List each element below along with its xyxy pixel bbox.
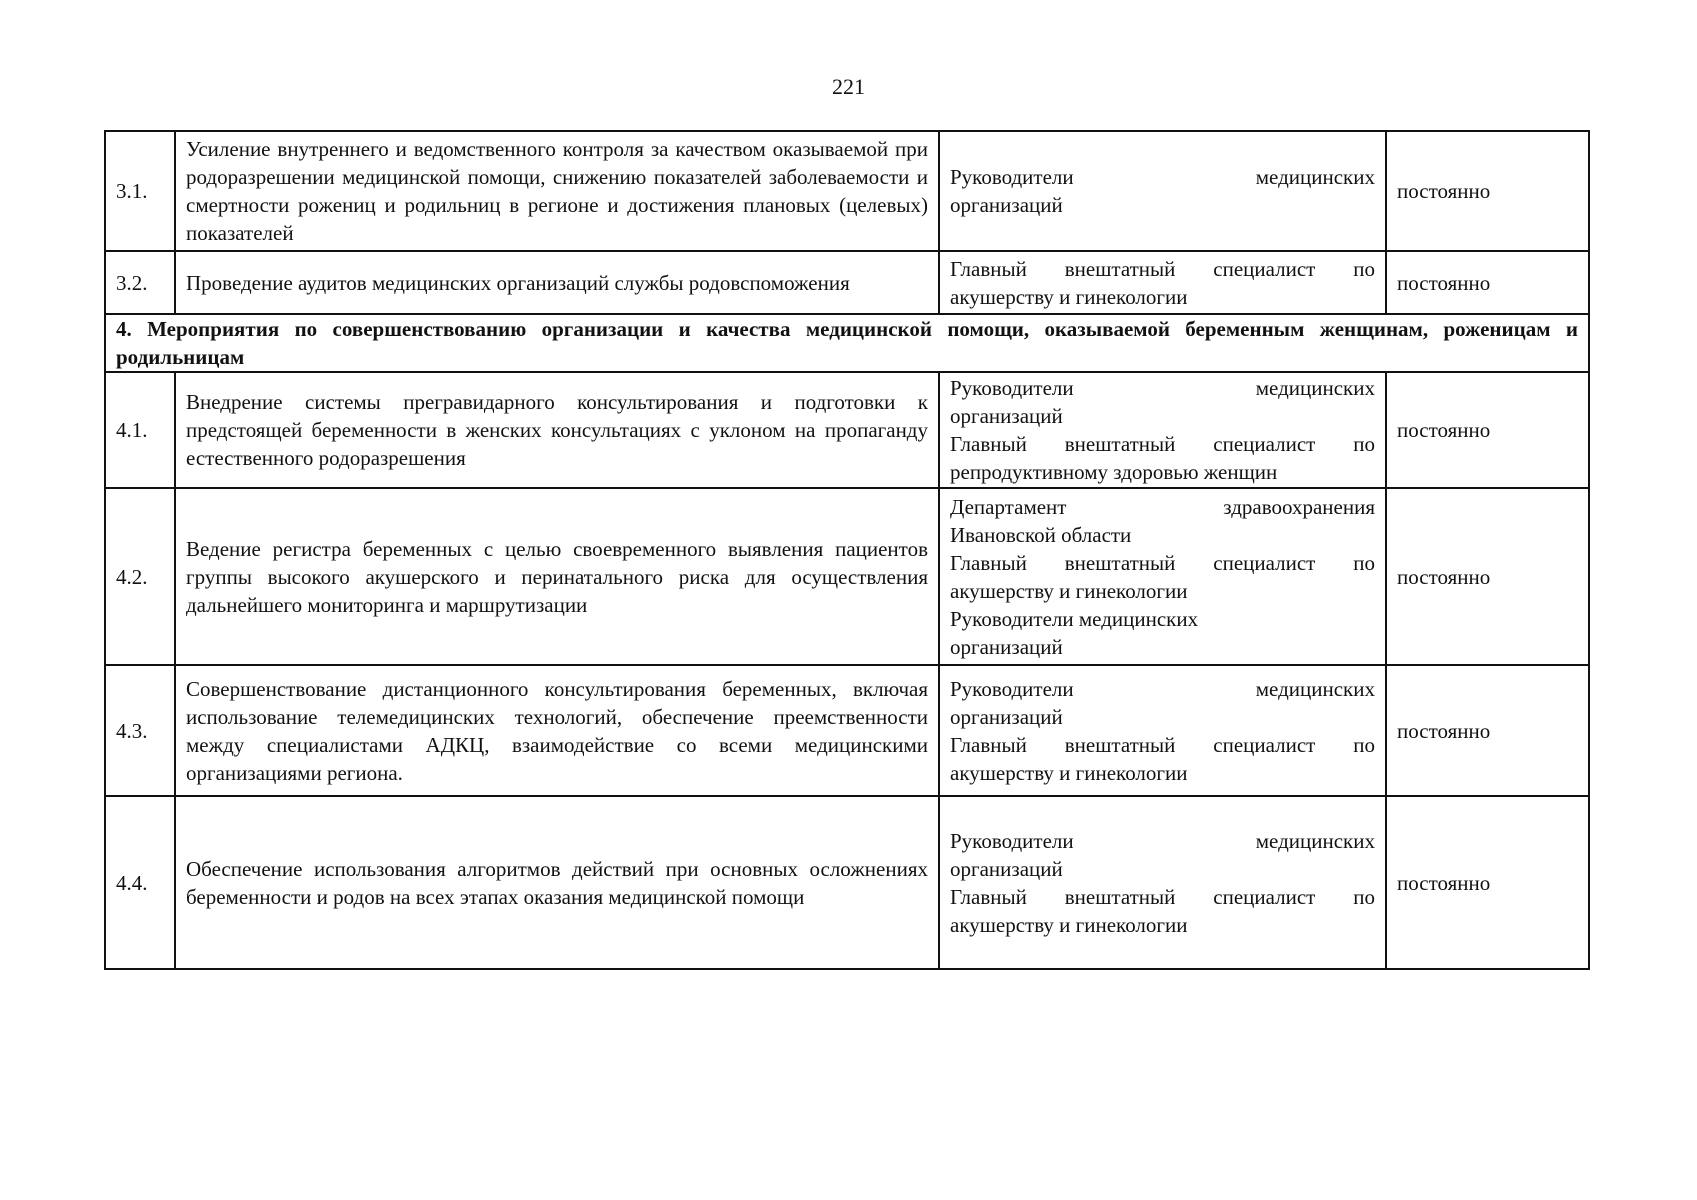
table-row — [105, 131, 1589, 251]
measure-text: Совершенствование дистанционного консультирования беременных, включая использование телемедицинских технологий, обеспечение преемственности между специалистами АДКЦ, взаимодействие со всеми медицинскими организациями региона. — [175, 665, 939, 796]
table-row — [105, 372, 1589, 488]
row-number: 3.1. — [105, 131, 175, 251]
responsible-line: организаций — [950, 404, 1063, 428]
measure-text: Проведение аудитов медицинских организаций службы родовспоможения — [175, 251, 939, 314]
measure-text: Ведение регистра беременных с целью своевременного выявления пациентов группы высокого акушерского и перинатального риска для осуществления дальнейшего мониторинга и маршрутизации — [175, 488, 939, 665]
responsible-line: Главный внештатный специалист по — [950, 432, 1375, 456]
responsible-line: организаций — [950, 856, 1063, 881]
measure-text: Внедрение системы прегравидарного консультирования и подготовки к предстоящей беременности в женских консультациях с уклоном на пропаганду естественного родоразрешения — [175, 372, 939, 488]
responsible-line: Ивановской области — [950, 522, 1132, 547]
measure-text: Обеспечение использования алгоритмов действий при основных осложнениях беременности и родов на всех этапах оказания медицинской помощи — [175, 796, 939, 969]
row-number: 4.4. — [105, 796, 175, 969]
responsible-line: Главный внештатный специалист по — [950, 550, 1375, 575]
row-number: 4.3. — [105, 665, 175, 796]
responsible-line: акушерству и гинекологии — [950, 760, 1188, 785]
measure-text: Усиление внутреннего и ведомственного контроля за качеством оказываемой при родоразрешении медицинской помощи, снижению показателей заболеваемости и смертности рожениц и родильниц в регионе и достижения плановых (целевых) показателей — [175, 131, 939, 251]
term-text: постоянно — [1386, 372, 1589, 488]
term-text: постоянно — [1386, 251, 1589, 314]
responsible-line: Главный внештатный специалист по — [950, 732, 1375, 757]
responsible-line: организаций — [950, 704, 1063, 729]
responsible-line: организаций — [950, 193, 1063, 217]
responsible-line: Главный внештатный специалист по — [950, 884, 1375, 909]
responsible-line: организаций — [950, 634, 1063, 659]
responsible-cell — [939, 796, 1386, 969]
term-text: постоянно — [1386, 131, 1589, 251]
term-text: постоянно — [1386, 665, 1589, 796]
table-row — [105, 796, 1589, 969]
responsible-line: акушерству и гинекологии — [950, 284, 1188, 309]
responsible-line: Департамент здравоохранения — [950, 494, 1375, 519]
row-number: 3.2. — [105, 251, 175, 314]
responsible-line: акушерству и гинекологии — [950, 912, 1188, 937]
responsible-cell — [939, 665, 1386, 796]
responsible-line: Руководители медицинских — [950, 676, 1375, 701]
table-row — [105, 488, 1589, 665]
responsible-cell — [939, 372, 1386, 488]
responsible-line: Главный внештатный специалист по — [950, 256, 1375, 281]
page-number: 221 — [832, 74, 865, 99]
row-number: 4.2. — [105, 488, 175, 665]
table-row — [105, 251, 1589, 314]
term-text: постоянно — [1386, 796, 1589, 969]
section-header-row — [105, 314, 1589, 372]
table-row — [105, 665, 1589, 796]
row-number: 4.1. — [105, 372, 175, 488]
responsible-line: Руководители медицинских — [950, 606, 1199, 631]
term-text: постоянно — [1386, 488, 1589, 665]
responsible-cell — [939, 131, 1386, 251]
responsible-line: Руководители медицинских — [950, 828, 1375, 853]
responsible-line: Руководители медицинских — [950, 376, 1375, 400]
measures-table — [104, 130, 1590, 970]
responsible-line: репродуктивному здоровью женщин — [950, 460, 1278, 484]
responsible-cell — [939, 488, 1386, 665]
responsible-line: Руководители медицинских — [950, 165, 1375, 189]
responsible-line: акушерству и гинекологии — [950, 578, 1188, 603]
responsible-cell — [939, 251, 1386, 314]
section-title: 4. Мероприятия по совершенствованию организации и качества медицинской помощи, оказываемой беременным женщинам, роженицам и родильницам — [105, 314, 1589, 372]
